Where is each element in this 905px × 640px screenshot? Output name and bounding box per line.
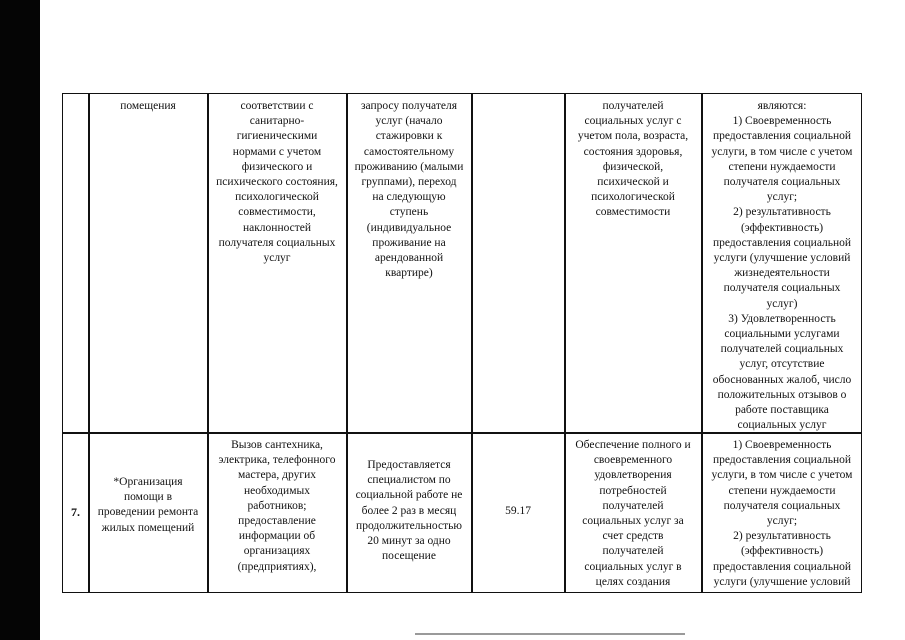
footer-rule bbox=[415, 633, 685, 635]
row-continued-indicators: получателей социальных услуг с учетом пола, возраста, состояния здоровья, физической, психической и психологической совместимости bbox=[577, 100, 689, 219]
row-7-service-name: *Организация помощи в проведении ремонта жилых помещений bbox=[97, 476, 199, 534]
row-7-evaluation: 1) Своевременность предоставления социальной услуги, в том числе с учетом степени нуждаемости получателя социальных услуг; 2) результативность (эффективность) предоставления социальной услуги (улучшение условий bbox=[711, 439, 853, 588]
row-7-indicators: Обеспечение полного и своевременного удовлетворения потребностей получателей социальных услуг за счет средств получателей социальных услуг в целях создания bbox=[575, 439, 691, 588]
row-7-number: 7. bbox=[71, 505, 80, 519]
row-7-description: Вызов сантехника, электрика, телефонного мастера, других необходимых работников; предоставление информации об организациях (предприятиях), bbox=[218, 439, 336, 573]
row-continued-service-name: помещения bbox=[120, 100, 176, 112]
row-continued-description: соответствии с санитарно- гигиеническими нормами с учетом физического и психического состояния, психологической совместимости, наклонностей получателя социальных услуг bbox=[216, 100, 338, 265]
row-continued-evaluation: являются: 1) Своевременность предоставления социальной услуги, в том числе с учетом степени нуждаемости получателя социальных услуг; 2) результативность (эффективность) предоставления социальной услуги (улучшение условий жизнедеятельности получателя социальных услуг) 3) Удовлетворенность социальными услугами получателей социальных услуг, отсутствие обоснованных жалоб, число положительных отзывов о работе поставщика социальных услуг bbox=[711, 100, 853, 432]
row-7-price: 59.17 bbox=[505, 505, 531, 517]
scan-dark-edge bbox=[0, 0, 40, 640]
row-7-term: Предоставляется специалистом по социальной работе не более 2 раз в месяц продолжительностью 20 минут за одно посещение bbox=[355, 459, 463, 563]
row-continued-term: запросу получателя услуг (начало стажировки к самостоятельному проживанию (малыми группами), переход на следующую ступень (индивидуальное проживание на арендованной квартире) bbox=[354, 100, 464, 280]
